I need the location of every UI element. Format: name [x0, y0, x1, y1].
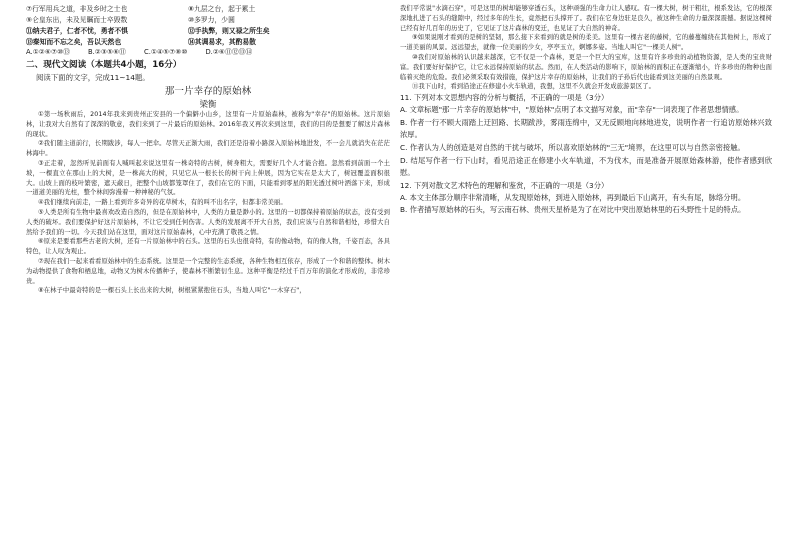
answer-choice-d: D.②⑥⑪⑫⑬⑭: [205, 48, 253, 56]
option-item: ⑦行军用兵之道，非及乡时之士也: [26, 5, 128, 13]
option-item: ⑫手执弊，则又禄之所生矣: [188, 27, 270, 35]
option-item: ⑭其调易求，其酌易散: [188, 38, 256, 46]
option-item: ⑨仑皇东出，未及见瞩而士卒毁数: [26, 16, 128, 24]
options-block: [26, 4, 390, 47]
answer-choice-b: B.②③⑤⑥⑪: [87, 48, 126, 56]
paragraph: ④我们继续向前走，一路上看到许多奇异的花草树木，有的叫不出名字，但都非常美丽。: [38, 199, 287, 207]
article-author: 梁衡: [199, 99, 217, 109]
paragraph: ⑦现在我们一起来看看原始林中的生态系统。这里是一个完整的生态系统，各种生物相互依存，形成了一个和谐的整体。树木为动物提供了食物和栖息地，动物又为树木传播种子，使森林不断繁衍生息。这种平衡是经过千百万年的演化才形成的，非常珍贵。: [26, 257, 390, 285]
question-option: D. 结尾写作者一行下山时，看见沿途正在修建小火车轨道，不为伐木，而是准备开展原始森林游，使作者感到欣慰。: [400, 155, 772, 178]
paragraph: ③正走着，忽然听见前面有人喊叫起来说这里有一株奇特的古树，树身粗大，需要好几个人才能合抱。忽然看到前面一个土坡，一棵直立在那山上的大树，是一株高大的树，只见它从一根长长的树干向上伸展，因为它实在是太大了，树冠覆盖面积很大。山坡上面的枝叶繁密，遮天蔽日，把整个山坡都笼罩住了，我们在它的下面，只能看到零星的阳光透过树叶洒落下来，形成一道道美丽的光柱，整个林间弥漫着一种神秘的气氛。: [26, 159, 390, 197]
question-option: B. 作者描写原始林的石头，写云南石林、贵州天星桥是为了在对比中突出原始林里的石头野性十足的特点。: [400, 205, 746, 215]
question-stem: 12. 下列对散文艺术特色的理解和鉴赏，不正确的一项是（3分）: [400, 180, 609, 190]
article-title: 那一片幸存的原始林: [164, 86, 252, 97]
paragraph: ⑥原来是要看那些古老的大树，还有一片原始林中的石头。这里的石头也很奇特，有的像动物，有的像人物，千姿百态，各具特色，让人叹为观止。: [26, 238, 390, 256]
paragraph: ⑤人类是所有生物中最喜欢改造自然的，但是在原始林中，人类的力量是渺小的。这里的一切都保持着原始的状态，没有受到人类的破坏。我们要保护好这片原始林，不让它受到任何伤害。人类的发展离不开大自然，我们应该与自然和谐相处，珍惜大自然给予我们的一切。今天我们站在这里，面对这片原始森林，心中充满了敬畏之情。: [26, 208, 390, 236]
option-item: ⑩多罗力，少圆: [188, 16, 235, 24]
paragraph: 我们平常说"水滴石穿"，可是这里的树却能够穿透石头，这种顽强的生命力让人感叹。有一棵大树，树干粗壮，根系发达，它的根深深地扎进了石头的缝隙中，经过多年的生长，竟然把石头撑开了。我们在它身边驻足良久，被这种生命的力量深深震撼。据说这棵树已经有好几百年的历史了，它见证了这片森林的变迁，也见证了大自然的神奇。: [400, 5, 772, 32]
question-stem: 11. 下列对本文思想内容的分析与概括，不正确的一项是（3分）: [400, 93, 609, 103]
option-item: ⑪纳夫君子，仁者不忧，勇者不惧: [26, 27, 128, 35]
question-option: A. 文章标题"那一片幸存的原始林"中，"原始林"点明了本文描写对象，而"幸存"一词表现了作者思想情感。: [400, 105, 744, 115]
paragraph: ①第一场秋雨后，2014年我来到贵州正安县的一个偏僻小山乡，这里有一片原始森林，被称为"幸存"的原始林。这片原始林，让我对大自然有了深深的敬意，我们来到了一片最后的原始林。2016年我又再次来到这里，我们的目的是想要了解这片森林的现状。: [26, 111, 390, 138]
question-option: A. 本文主体部分顺序非常清晰，从发现原始林，到进入原始林，再到最后下山离开，有头有尾，脉络分明。: [400, 192, 746, 202]
paragraph: ⑨如果说刚才看到的是树的坚韧，那么接下来看到的就是树的柔美。这里有一棵古老的藤树，它的藤蔓缠绕在其他树上，形成了一道美丽的风景。远远望去，就像一位美丽的少女，亭亭玉立，婀娜多姿。当地人叫它"一棵美人树"。: [400, 34, 772, 52]
option-item: ⑬秦知而不忘之矣，吾以天然也: [26, 38, 122, 46]
section-heading: 二、现代文阅读（本题共4小题，16分）: [26, 60, 182, 70]
question-option: B. 作者一行不顾大雨踏上迂回路、长期跋涉，雾雨连绵中，又无反顾地向林地进发，说明作者一行追访原始林兴致浓厚。: [400, 117, 772, 140]
paragraph: ⑪我下山时，看到沿途正在修建小火车轨道，我想，这里不久就会开发成旅游景区了。: [412, 83, 656, 91]
left-column: [26, 4, 390, 296]
answer-choice-a: A.①②⑥⑦⑩⑬: [26, 48, 70, 56]
section-instruction: 阅读下面的文字，完成11~14题。: [36, 73, 150, 82]
answer-choice-c: C.①④⑤⑦⑧⑩: [143, 48, 188, 56]
paragraph: ②我们随主道前行，长期跋涉，每人一把伞。尽管天正渐大雨，我们还是沿着小路深入原始林地进发，不一会儿就消失在茫茫林海中。: [26, 140, 390, 158]
question-option: C. 作者认为人的创造是对自然的干扰与破坏，所以喜欢原始林的"三无"境界，在这里可以与自然亲密接触。: [400, 142, 745, 152]
paragraph: ⑧在林子中最奇特的是一棵石头上长出来的大树，树根紧紧抱住石头，当地人叫它"一木穿石"，: [38, 287, 306, 295]
right-column: [400, 4, 772, 217]
option-item: ⑧九层之台，起于累土: [188, 5, 256, 13]
paragraph: ⑩我们对原始林的认识越来越深，它不仅是一个森林，更是一个巨大的宝库，这里有许多珍贵的动植物资源，是人类的宝贵财富。我们要好好保护它，让它永远保持原始的状态。然而，在人类活动的影响下，原始林的面积正在逐渐缩小，许多珍贵的物种也面临着灭绝的危险。我们必须采取有效措施，保护这片幸存的原始林，让我们的子孙后代也能看到这美丽的自然景观。: [400, 53, 772, 81]
answer-choices: [26, 47, 390, 57]
